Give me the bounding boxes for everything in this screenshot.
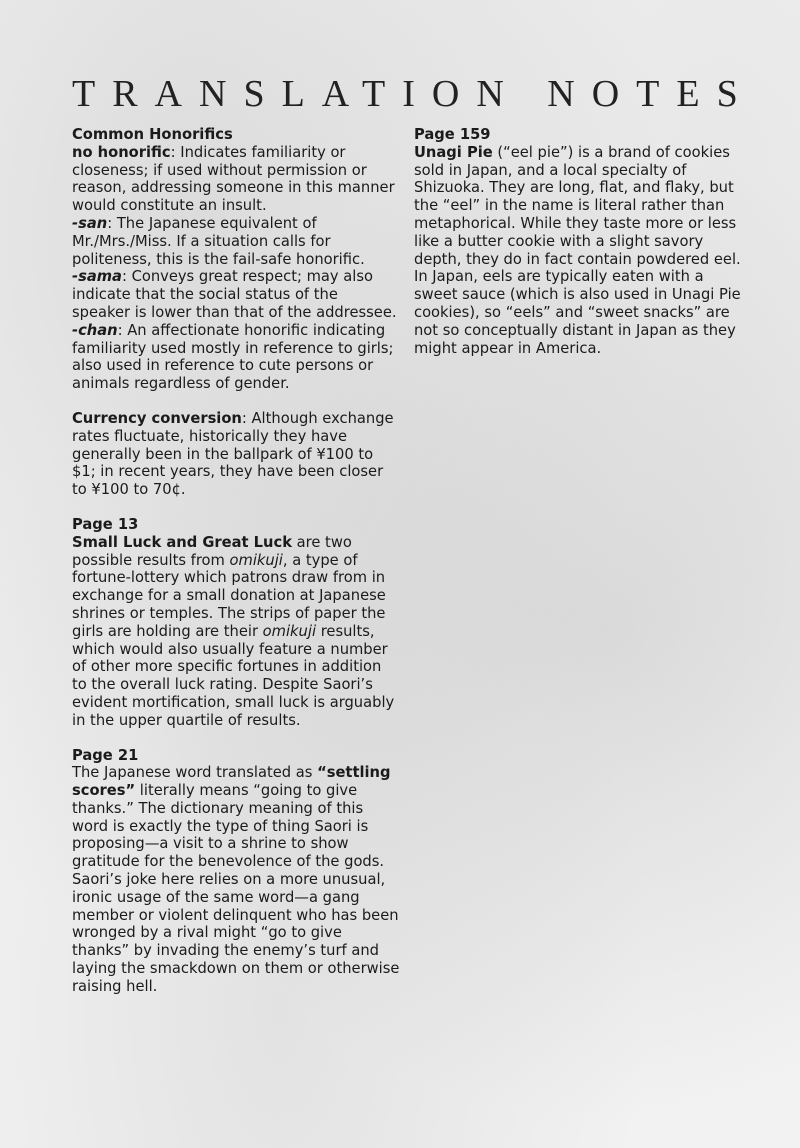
page13-text-1: are two possible results from (72, 533, 352, 569)
page159-section (414, 126, 744, 357)
honorific-sama (72, 268, 400, 321)
honorific-none (72, 144, 400, 215)
currency-term: Currency conversion (72, 409, 242, 427)
right-column (414, 126, 744, 374)
page21-note (72, 764, 400, 995)
currency-note (72, 410, 400, 499)
honorific-san-term: -san (72, 214, 108, 232)
page13-italic-2: omikuji (262, 622, 317, 640)
honorific-san (72, 215, 400, 268)
currency-section (72, 410, 400, 499)
honorific-sama-text: : Conveys great respect; may also indicate that the social status of the speaker is lower than that of the addressee. (72, 268, 397, 321)
honorific-san-text: : The Japanese equivalent of Mr./Mrs./Miss. If a situation calls for politeness, this is the fail-safe honorific. (72, 214, 365, 268)
honorific-none-term: no honorific (72, 143, 171, 161)
page159-term: Unagi Pie (414, 143, 493, 161)
page13-text-3: results, which would also usually feature a number of other more specific fortunes in addition to the overall luck rating. Despite Saori’s evident mortification, small luck is arguably in the upper quartile of results. (72, 622, 395, 729)
page21-term: “settling scores” (72, 764, 391, 800)
page21-section (72, 747, 400, 996)
page21-heading: Page 21 (72, 746, 139, 764)
page13-italic-1: omikuji (229, 551, 283, 569)
honorifics-heading: Common Honorifics (72, 126, 233, 143)
page159-heading: Page 159 (414, 126, 491, 143)
honorific-sama-term: -sama (72, 268, 122, 286)
page13-section (72, 516, 400, 730)
left-column (72, 126, 400, 1013)
page-title: TRANSLATION NOTES (72, 73, 755, 115)
page13-note (72, 534, 400, 730)
honorifics-section (72, 126, 400, 393)
page13-term: Small Luck and Great Luck (72, 533, 292, 551)
honorific-chan-text: : An affectionate honorific indicating familiarity used mostly in reference to girls; also used in reference to cute persons or animals regardless of gender. (72, 321, 394, 393)
honorific-chan (72, 322, 400, 393)
page21-text-2: literally means “going to give thanks.” The dictionary meaning of this word is exactly the type of thing Saori is proposing—a visit to a shrine to show gratitude for the benevolence of the gods. Saori’s joke here relies on a more unusual, ironic usage of the same word—a gang member or violent delinquent who has been wronged by a rival might “go to give thanks” by invading the enemy’s turf and laying the smackdown on them or otherwise raising hell. (72, 782, 400, 995)
page159-text: (“eel pie”) is a brand of cookies sold in Japan, and a local specialty of Shizuoka. They are long, flat, and flaky, but the “eel” in the name is literal rather than metaphorical. While they taste more or less like a butter cookie with a slight savory depth, they do in fact contain powdered eel. In Japan, eels are typically eaten with a sweet sauce (which is also used in Unagi Pie cookies), so “eels” and “sweet snacks” are not so conceptually distant in Japan as they might appear in America. (414, 143, 741, 357)
page13-heading: Page 13 (72, 515, 139, 533)
honorific-chan-term: -chan (72, 321, 118, 339)
page13-text-2: , a type of fortune-lottery which patrons draw from in exchange for a small donation at Japanese shrines or temples. The strips of paper the girls are holding are their (72, 551, 386, 640)
honorific-none-text: : Indicates familiarity or closeness; if used without permission or reason, addressing someone in this manner would constitute an insult. (72, 143, 395, 215)
page159-note (414, 144, 744, 358)
currency-text: : Although exchange rates fluctuate, historically they have generally been in the ballpark of ¥100 to $1; in recent years, they have been closer to ¥100 to 70¢. (72, 409, 394, 499)
page21-text-1: The Japanese word translated as (72, 764, 318, 782)
